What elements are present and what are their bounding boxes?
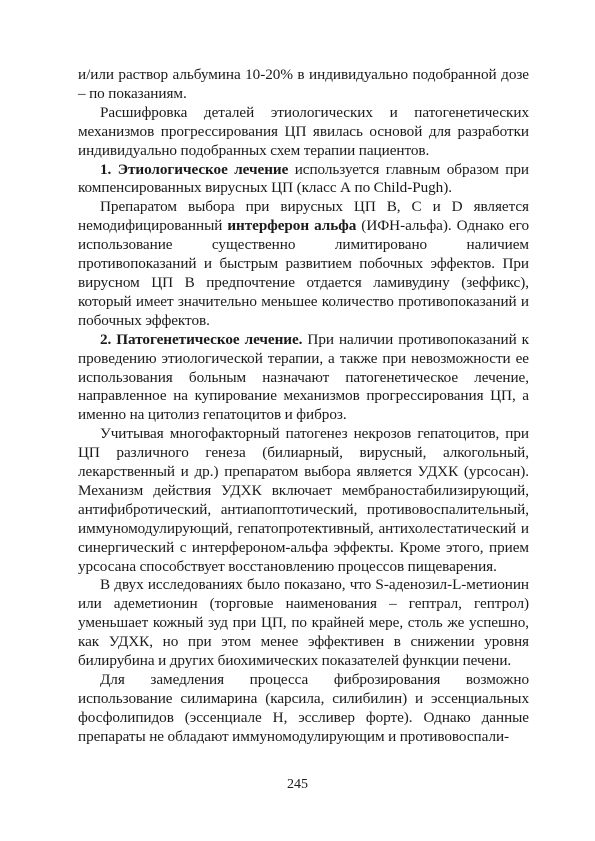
paragraph-etiological-treatment	[78, 161, 529, 199]
paragraph-text: Расшифровка деталей этиологических и патогенетических механизмов прогрессирования ЦП явилась основой для разработки индивидуально подобранных схем терапии пациентов.	[78, 103, 529, 159]
section-heading-etiological: 1. Этиологическое лечение	[100, 160, 289, 178]
paragraph-pathogenetic-treatment	[78, 331, 529, 426]
paragraph-albumin-continuation	[78, 66, 529, 104]
paragraph-text: (ИФН-альфа). Однако его использование существенно лимитировано наличием противопоказаний и быстрым развитием побочных эффектов. При вирусном ЦП В предпочтение отдается ламивудину (зеффикс), который имеет значительно меньшее количество противопоказаний и побочных эффектов.	[78, 217, 529, 329]
paragraph-text: Учитывая многофакторный патогенез некрозов гепатоцитов, при ЦП различного генеза (билиарный, вирусный, алкогольный, лекарственный и др.) препаратом выбора является УДХК (урсосан). Механизм действия УДХК включает мембраностабилизирующий, антифибротический, антиапоптотический, противовоспалительный, иммуномодулирующий, гепатопротективный, антихолестатический и синергический с интерфероном-альфа эффекты. Кроме этого, прием урсосана способствует восстановлению процессов пищеварения.	[78, 425, 529, 575]
section-heading-pathogenetic: 2. Патогенетическое лечение.	[100, 330, 303, 348]
paragraph-mechanisms	[78, 104, 529, 161]
paragraph-text: Препаратом выбора при вирусных ЦП В, С и D является немодифицированный	[78, 198, 529, 235]
paragraph-text: используется главным образом при компенсированных вирусных ЦП (класс А по Child-Pugh).	[78, 160, 529, 197]
paragraph-text: Для замедления процесса фиброзирования возможно использование силимарина (карсила, силибилин) и эссенциальных фосфолипидов (эссенциале Н, эссливер форте). Однако данные препараты не обладают иммуномодулирующим и противовоспали-	[78, 671, 529, 745]
bold-term-interferon: интерферон альфа	[227, 217, 357, 235]
paragraph-interferon	[78, 198, 529, 330]
paragraph-text: В двух исследованиях было показано, что S-аденозил-L-метионин или адеметионин (торговые наименования – гептрал, гептрол) уменьшает кожный зуд при ЦП, по крайней мере, столь же успешно, как УДХК, но при этом менее эффективен в снижении уровня билирубина и других биохимических показателей функции печени.	[78, 576, 529, 670]
paragraph-text: и/или раствор альбумина 10-20% в индивидуально подобранной дозе – по показаниям.	[78, 66, 529, 102]
paragraph-ademetionine	[78, 576, 529, 671]
paragraph-fibrosis	[78, 671, 529, 747]
paragraph-text: При наличии противопоказаний к проведению этиологической терапии, а также при невозможности ее использования больным назначают патогенетическое лечение, направленное на купирование механизмов прогрессирования ЦП, а именно на цитолиз гепатоцитов и фиброз.	[78, 330, 529, 424]
page-number: 245	[287, 777, 308, 792]
paragraph-udca	[78, 425, 529, 576]
